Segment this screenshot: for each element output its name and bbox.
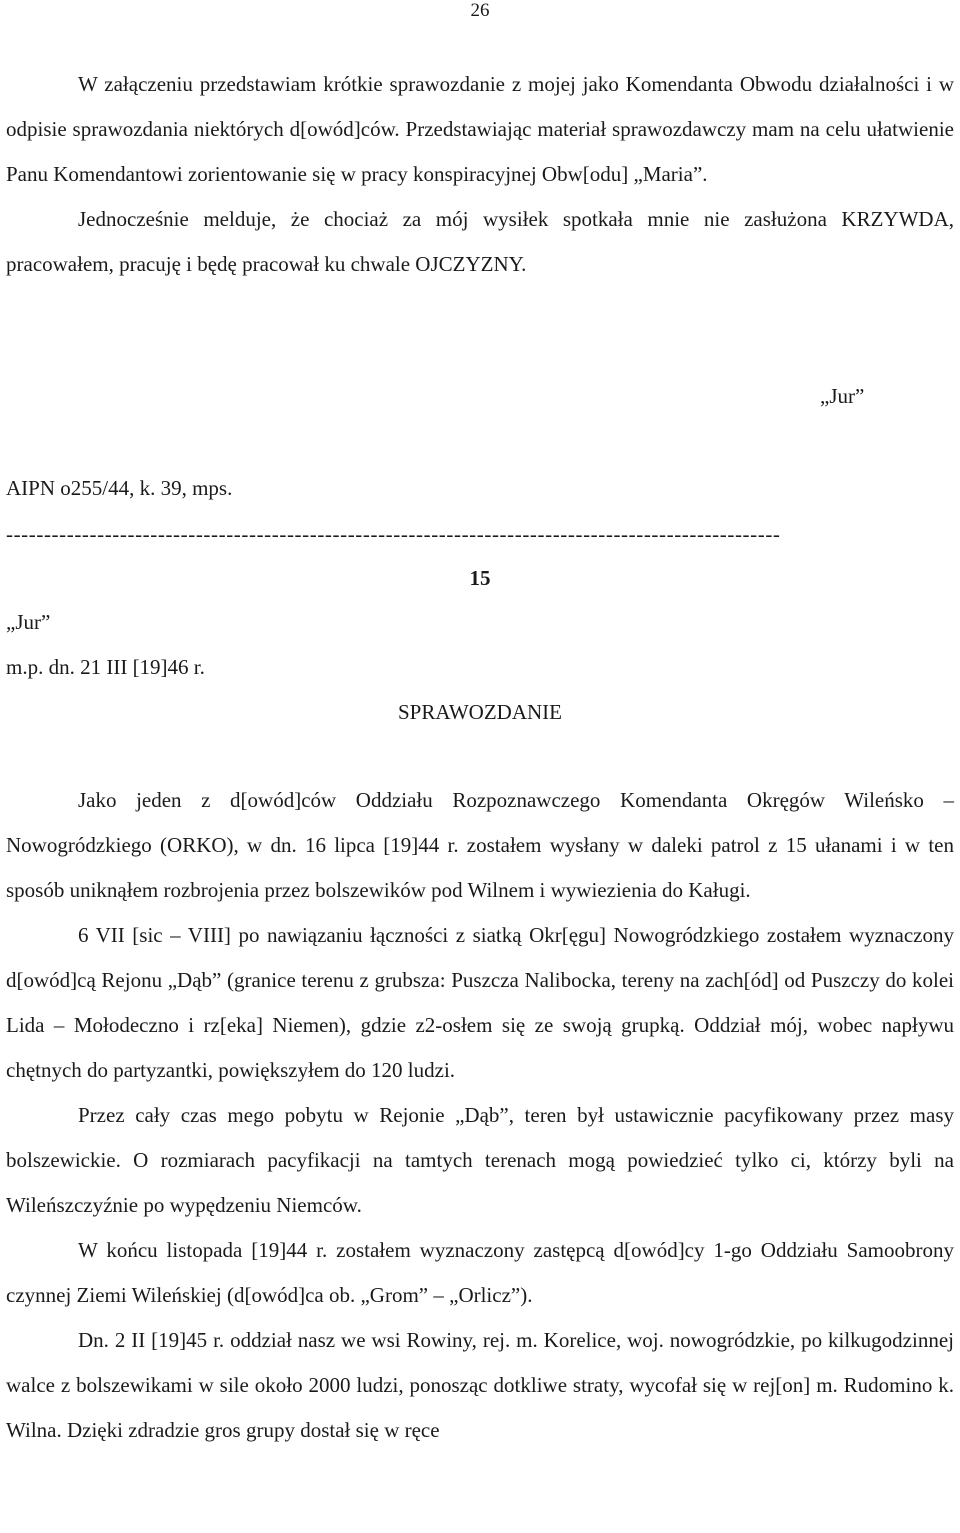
document-sender: „Jur” [6, 610, 51, 634]
report-body [6, 778, 954, 1453]
separator-line: ------------------------------------------------------------------------------------------------------ [6, 522, 781, 546]
report-paragraph-5: Dn. 2 II [19]45 r. oddział nasz we wsi Rowiny, rej. m. Korelice, woj. nowogródzkie, po kilkugodzinnej walce z bolszewikami w sile około 2000 ludzi, ponosząc dotkliwe straty, wycofał się w rej[on] m. Rudomino k. Wilna. Dzięki zdradzie gros grupy dostał się w ręce [6, 1328, 954, 1442]
document-place-date: m.p. dn. 21 III [19]46 r. [6, 655, 205, 679]
report-paragraph-4: W końcu listopada [19]44 r. zostałem wyznaczony zastępcą d[owód]cy 1-go Oddziału Samoobrony czynnej Ziemi Wileńskiej (d[owód]ca ob. „Grom” – „Orlicz”). [6, 1238, 954, 1307]
intro-signature: „Jur” [820, 384, 865, 408]
document-number: 15 [469, 566, 491, 590]
intro-paragraph-1: W załączeniu przedstawiam krótkie sprawozdanie z mojej jako Komendanta Obwodu działalności i w odpisie sprawozdania niektórych d[owód]ców. Przedstawiając materiał sprawozdawczy mam na celu ułatwienie Panu Komendantowi zorientowanie się w pracy konspiracyjnej Obw[odu] „Maria”. [6, 72, 954, 186]
intro-block [6, 62, 954, 287]
archival-source: AIPN o255/44, k. 39, mps. [6, 476, 233, 500]
page-number: 26 [470, 0, 490, 21]
report-paragraph-3: Przez cały czas mego pobytu w Rejonie „Dąb”, teren był ustawicznie pacyfikowany przez masy bolszewickie. O rozmiarach pacyfikacji na tamtych terenach mogą powiedzieć tylko ci, którzy byli na Wileńszczyźnie po wypędzeniu Niemców. [6, 1103, 954, 1217]
intro-paragraph-2: Jednocześnie melduje, że chociaż za mój wysiłek spotkała mnie nie zasłużona KRZYWDA, pracowałem, pracuję i będę pracował ku chwale OJCZYZNY. [6, 207, 954, 276]
document-title: SPRAWOZDANIE [398, 700, 562, 724]
report-paragraph-1: Jako jeden z d[owód]ców Oddziału Rozpoznawczego Komendanta Okręgów Wileńsko – Nowogródzkiego (ORKO), w dn. 16 lipca [19]44 r. zostałem wysłany w daleki patrol z 15 ułanami i w ten sposób uniknąłem rozbrojenia przez bolszewików pod Wilnem i wywiezienia do Kaługi. [6, 788, 954, 902]
report-paragraph-2: 6 VII [sic – VIII] po nawiązaniu łączności z siatką Okr[ęgu] Nowogródzkiego zostałem wyznaczony d[owód]cą Rejonu „Dąb” (granice terenu z grubsza: Puszcza Nalibocka, tereny na zach[ód] od Puszczy do kolei Lida – Mołodeczno i rz[eka] Niemen), gdzie z2-osłem się ze swoją grupką. Oddział mój, wobec napływu chętnych do partyzantki, powiększyłem do 120 ludzi. [6, 923, 954, 1082]
